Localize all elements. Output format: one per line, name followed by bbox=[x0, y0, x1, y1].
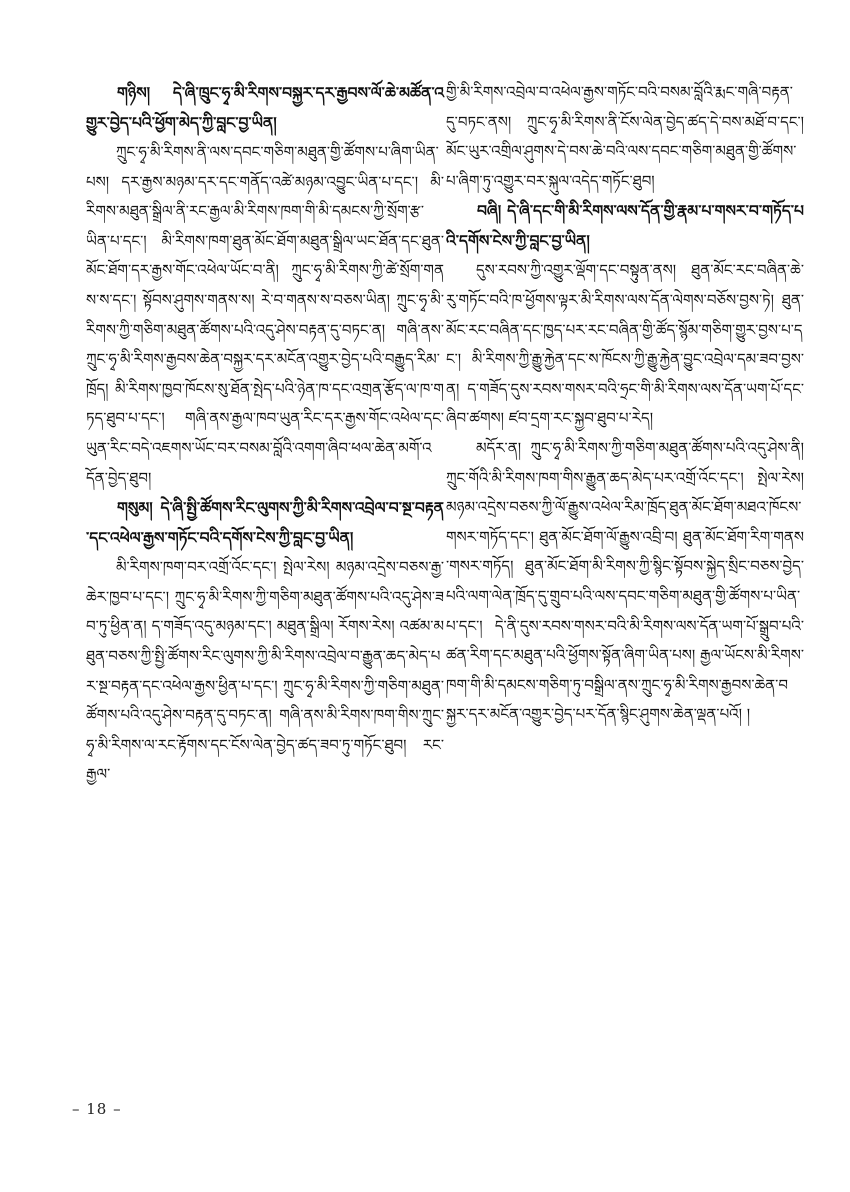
paragraph-3-1: མི་རིགས་ཁག་བར་འགྲོ་འོང་དང་། སྤེལ་རེས། མཉམ་འདྲེས་བཅས་རྒྱ་ཆེར་ཁྱབ་པ་དང་། ཀྲུང་ཧྭ་མི་རིགས་ཀྱི་གཅིག་མཐུན་ཚོགས་པའི་འདུ་ཤེས་ཟབ་ཏུ་ཕྱིན་ན། ད་གཟོད་འདུ་མཉམ་དང་། མཐུན་སྒྲིལ། རོགས་རེས། འཚམ་མཐུན་བཅས་ཀྱི་སྤྱི་ཚོགས་རིང་ལུགས་ཀྱི་མི་རིགས་འབྲེལ་བ་རྒྱུན་ཆད་མེད་པར་སྔ་བརྟན་དང་འཕེལ་རྒྱས་ཕྱིན་པ་དང་། ཀྲུང་ཧྭ་མི་རིགས་ཀྱི་གཅིག་མཐུན་ཚོགས་པའི་འདུ་ཤེས་བརྟན་དུ་བཏང་ན། གཞི་ནས་མི་རིགས་ཁག་གིས་ཀྲུང་ཧྭ་མི་རིགས་ལ་རང་རྟོགས་དང་ངོས་ལེན་བྱེད་ཚད་ཟབ་ཏུ་གཏོང་ཐུབ། རང་རྒྱལ་ bbox=[86, 558, 444, 784]
paragraph-4-2: མདོར་ན། ཀྲུང་ཧྭ་མི་རིགས་ཀྱི་གཅིག་མཐུན་ཚོགས་པའི་འདུ་ཤེས་ནི། ཀྲུང་གོའི་མི་རིགས་ཁག་གིས་རྒྱུན་ཆད་མེད་པར་འགྲོ་འོང་དང་། སྤེལ་རེས། མཉམ་འདྲེས་བཅས་ཀྱི་ལོ་རྒྱུས་འཕེལ་རིམ་ཁྲོད་ཐུན་མོང་ཐོག་མཐའ་ཁོངས་གསར་གཏོད་དང་། ཐུན་མོང་ཐོག་ལོ་རྒྱུས་འབྲི་བ། ཐུན་མོང་ཐོག་རིག་གནས་གསར་གཏོད། ཐུན་མོང་ཐོག་མི་རིགས་ཀྱི་སྙིང་སྟོབས་སྐྱེད་སྲིང་བཅས་བྱེད་པའི་ལག་ལེན་ཁྲོད་དུ་གྲུབ་པའི་ལས་དབང་གཅིག་མཐུན་གྱི་ཚོགས་པ་ཡིན་པ་དང་། དེ་ནི་དུས་རབས་གསར་བའི་མི་རིགས་ལས་དོན་ཡག་པོ་སྒྲུབ་པའི་ཚན་རིག་དང་མཐུན་པའི་ཕྱོགས་སྟོན་ཞིག་ཡིན་པས། རྒྱལ་ཡོངས་མི་རིགས་ཁག་གི་མི་དམངས་གཅིག་ཏུ་བསྒྲིལ་ནས་ཀྲུང་ཧྭ་མི་རིགས་རྒྱབས་ཆེན་བསྐྱར་དར་མངོན་འགྱུར་བྱེད་པར་དོན་སྙིང་ཤུགས་ཆེན་ལྡན་པའོ། ། bbox=[446, 438, 804, 724]
left-column bbox=[86, 78, 444, 790]
section-heading-2: གཉིས། དེ་ཞི་ཁྲུང་ཧྭ་མི་རིགས་བསྐྱར་དར་རྒྱབས་ལོ་ཆེ་མཚོན་འགྱུར་བྱེད་པའི་ཕྱོག་མེད་ཀྱི་བླང་བྱ་ཡིན། bbox=[86, 84, 444, 132]
section-heading-3: གསུམ། དེ་ཞི་སྤྱི་ཚོགས་རིང་ལུགས་ཀྱི་མི་རིགས་འབྲེལ་བ་སྔ་བརྟན་དང་འཕེལ་རྒྱས་གཏོང་བའི་དགོས་ངེས་ཀྱི་བླང་བྱ་ཡིན། bbox=[86, 499, 444, 548]
right-column bbox=[446, 78, 804, 730]
paragraph-2-1: ཀྲུང་ཧྭ་མི་རིགས་ནི་ལས་དབང་གཅིག་མཐུན་གྱི་ཚོགས་པ་ཞིག་ཡིན་པས། དར་རྒྱས་མཉམ་དར་དང་གནོད་འཚེ་མཉམ་འབྱུང་ཡིན་པ་དང་། མི་རིགས་མཐུན་སྒྲིལ་ནི་རང་རྒྱལ་མི་རིགས་ཁག་གི་མི་དམངས་ཀྱི་སྲོག་རྩ་ཡིན་པ་དང་། མི་རིགས་ཁག་ཐུན་མོང་ཐོག་མཐུན་སྒྲིལ་ཡང་ཐོན་དང་ཐུན་མོང་ཐོག་དར་རྒྱས་གོང་འཕེལ་ཡོང་བ་ནི། ཀྲུང་ཧྭ་མི་རིགས་ཀྱི་ཚེ་སྲོག་གནས་ས་དང་། སྟོབས་ཤུགས་གནས་ས། རེ་བ་གནས་ས་བཅས་ཡིན། ཀྲུང་ཧྭ་མི་རིགས་ཀྱི་གཅིག་མཐུན་ཚོགས་པའི་འདུ་ཤེས་བརྟན་དུ་བཏང་ན། གཞི་ནས་ཀྲུང་ཧྭ་མི་རིགས་རྒྱབས་ཆེན་བསྐྱར་དར་མངོན་འགྱུར་བྱེད་པའི་བརྒྱུད་རིམ་ཁྲོད། མི་རིགས་ཁྱབ་ཁོངས་སུ་ཐོན་སྤེད་པའི་ཉེན་ཁ་དང་འགྲན་རྩོད་ལ་ཁ་གཏད་ཐུབ་པ་དང་། གཞི་ནས་རྒྱལ་ཁབ་ཡུན་རིང་དར་རྒྱས་གོང་འཕེལ་དང་ཡུན་རིང་བདེ་འཇགས་ཡོང་བར་བསམ་བློའི་འགག་ཞིབ་ཕལ་ཆེན་མགོ་འདོན་བྱེད་ཐུབ། bbox=[86, 143, 444, 487]
section-heading-4: བཞི། དེ་ཞི་དང་གི་མི་རིགས་ལས་དོན་གྱི་རྣམ་པ་གསར་བ་གཏོད་པའི་དགོས་ངེས་ཀྱི་བླང་བྱ་ཡིན། bbox=[446, 202, 804, 251]
paragraph-4-1: དུས་རབས་ཀྱི་འགྱུར་ལྡོག་དང་བསྟུན་ནས། ཐུན་མོང་རང་བཞིན་ཆེ་རུ་གཏོང་བའི་ཁ་ཕྱོགས་ལྟར་མི་རིགས་ལས་དོན་ལེགས་བཅོས་བྱས་ཏེ། ཐུན་མོང་རང་བཞིན་དང་ཁྱད་པར་རང་བཞིན་གྱི་ཚོད་སྙོམ་གཅིག་གྱུར་བྱས་པ་དང་། མི་རིགས་ཀྱི་རྒྱུ་རྐྱེན་དང་ས་ཁོངས་ཀྱི་རྒྱུ་རྐྱེན་བྱུང་འབྲེལ་དམ་ཟབ་བྱས་ན། ད་གཟོད་དུས་རབས་གསར་བའི་ཧྲང་གི་མི་རིགས་ལས་དོན་ཡག་པོ་དང་ཞིབ་ཚགས། ཛབ་དྲག་རང་སྐྱབ་ཐུབ་པ་རེད། bbox=[446, 261, 804, 428]
page-number: – 18 – bbox=[72, 1100, 122, 1118]
paragraph-3-1-continued: གྱི་མི་རིགས་འབྲེལ་བ་འཕེལ་རྒྱས་གཏོང་བའི་བསམ་བློའི་རྨང་གཞི་བརྟན་དུ་བཏང་ནས། ཀྲུང་ཧྭ་མི་རིགས་ནི་ངོས་ལེན་བྱེད་ཚད་དེ་བས་མཐོ་བ་དང་། མོང་ཡུར་འགྲིལ་ཤུགས་དེ་བས་ཆེ་བའི་ལས་དབང་གཅིག་མཐུན་གྱི་ཚོགས་པ་ཞིག་ཏུ་འགྱུར་བར་སྐུལ་འདེད་གཏོང་ཐུབ། bbox=[446, 83, 804, 190]
